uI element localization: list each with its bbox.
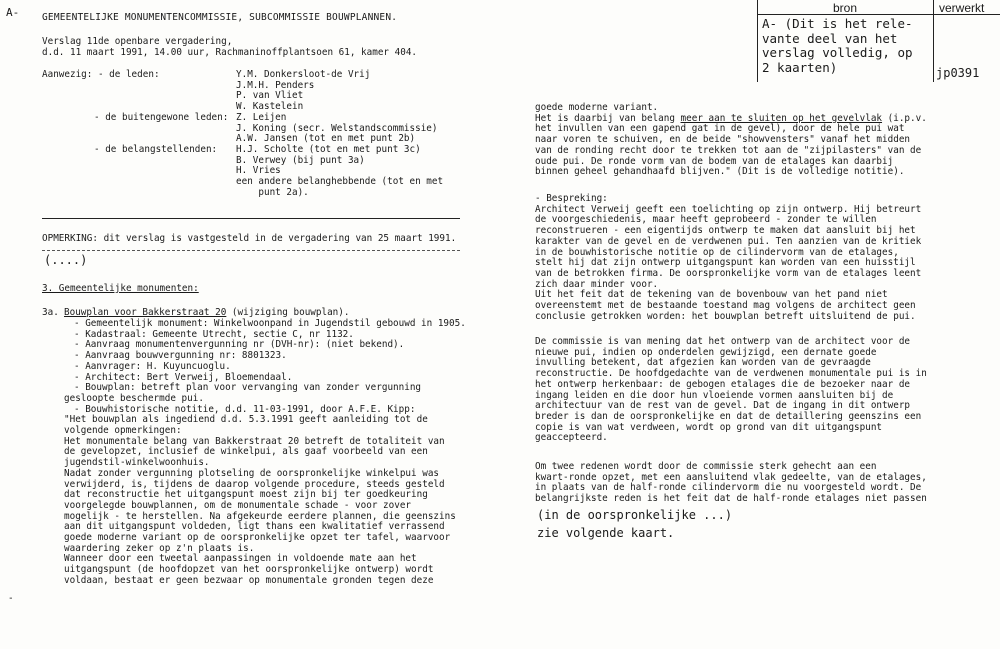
document-header: GEMEENTELIJKE MONUMENTENCOMMISSIE, SUBCOMMISSIE BOUWPLANNEN. bbox=[42, 12, 398, 23]
continuation-line-1: (in de oorspronkelijke ...) bbox=[537, 508, 733, 522]
underlined-phrase: meer aan te sluiten op het gevelvlak bbox=[680, 112, 883, 124]
item-number: 3a. bbox=[42, 307, 59, 318]
source-note: A- (Dit is het rele- vante deel van het verslag volledig, op 2 kaarten) bbox=[762, 16, 913, 75]
item-title-underlined: Bouwplan voor Bakkerstraat 20 bbox=[64, 307, 227, 318]
right-body-redenen: Om twee redenen wordt door de commissie sterk gehecht aan een kwart-ronde opzet, met een aansluitend vlak gedeelte, van de etalages, in plaats van de half-ronde cilindervorm die nu voorgesteld wordt. De belangrijkste reden is het feit dat de half-ronde etalages niet passen bbox=[535, 461, 927, 505]
archive-code: jp0391 bbox=[936, 66, 980, 80]
attendance-members: Y.M. Donkersloot-de Vrij J.M.H. Penders P. van Vliet W. Kastelein Z. Leijen J. Koning (secr. Welstandscommissie) A.W. Jansen (tot en met punt 2b) H.J. Scholte (tot en met punt 3c) B. Verwey (bij punt 3a) H. Vries een andere belanghebbende (tot en met punt 2a). bbox=[236, 69, 444, 198]
attendance-interested-label: - de belangstellenden: bbox=[94, 143, 218, 155]
table-border-left bbox=[757, 0, 758, 82]
left-body: - Gemeentelijk monument: Winkelwoonpand in Jugendstil gebouwd in 1905. - Kadastraal: Gemeente Utrecht, sectie C, nr 1132. - Aanvraag monumentenvergunning nr (DVH-nr): (niet bekend). - Aanvraag bouwvergunning nr: 8801323. - Aanvrager: H. Kuyuncuoglu. - Architect: Bert Verweij, Bloemendaal. - Bouwplan: betreft plan voor vervanging van zonder vergunning gesloopte beschermde pui. - Bouwhistorische notitie, d.d. 11-03-1991, door A.F.E. Kipp: "Het bouwplan als ingediend d.d. 5.3.1991 geeft aanleiding tot de volgende opmerkingen: Het monumentale belang van Bakkerstraat 20 betreft de totaliteit van de gevelopzet, inclusief de winkelpui, als gaaf voorbeeld van een jugendstil-winkelwoonhuis. Nadat zonder vergunning plotseling de oorspronkelijke winkelpui was verwijderd, is, tijdens de daarop volgende procedure, steeds gesteld dat reconstructie het uitgangspunt moest zijn bij ter goedkeuring voorgelegde bouwplannen, om de monumentale schade - voor zover mogelijk - te herstellen. Na afgekeurde eerdere plannen, die geenszins aan dit uitgangspunt voldeden, ligt thans een kwalitatief verrassend goede moderne variant op de oorspronkelijke opzet ter tafel, waarvoor waardering zeker op z'n plaats is. Wanneer door een tweetal aanpassingen in voldoende mate aan het uitgangspunt (de hoofdopzet van het oorspronkelijke ontwerp) wordt voldaan, bestaat er geen bezwaar op monumentale gronden tegen deze bbox=[64, 318, 466, 586]
separator-line bbox=[42, 218, 460, 219]
right-body-notitie-end: goede moderne variant. Het is daarbij van belang meer aan te sluiten op het gevelvlak (i.p.v. het invullen van een gapend gat in de gevel), door de hele pui wat naar voren te schuiven, en de beide "showvensters" vanaf het midden van de ronding recht door te trekken tot aan de "zijpilasters" van de oude pui. De ronde vorm van de bodem van de etalages kan daarbij binnen geheel gehandhaafd blijven." (Dit is de volledige notitie). bbox=[535, 102, 927, 178]
meeting-date: d.d. 11 maart 1991, 14.00 uur, Rachmaninoffplantsoen 61, kamer 404. bbox=[42, 47, 418, 58]
meeting-title: Verslag 11de openbare vergadering, bbox=[42, 36, 233, 47]
bottom-mark: - bbox=[8, 593, 14, 604]
remark: OPMERKING: dit verslag is vastgesteld in de vergadering van 25 maart 1991. bbox=[42, 233, 457, 244]
right-body-bespreking: - Bespreking: Architect Verweij geeft een toelichting op zijn ontwerp. Hij betreurt de voorgeschiedenis, maar heeft geprobeerd - zonder te willen reconstrueren - een eigentijds ontwerp te maken dat aansluit bij het karakter van de gevel en de verdwenen pui. Ten aanzien van de kritiek in de bouwhistorische notitie op de cilindervorm van de etalages, stelt hij dat zijn ontwerp uitgangspunt kan worden van een huisstijl van de betrokken firma. De oorspronkelijke vorm van de etalages leent zich daar minder voor. Uit het feit dat de tekening van de bovenbouw van het pand niet overeenstemt met de bestaande toestand mag volgens de architect geen conclusie getrokken worden: het bouwplan betreft uitsluitend de pui. bbox=[535, 193, 922, 322]
section-title: 3. Gemeentelijke monumenten: bbox=[42, 283, 199, 294]
processed-header: verwerkt bbox=[939, 1, 985, 15]
attendance-members-label: Aanwezig: - de leden: bbox=[42, 69, 160, 80]
corner-mark: A- bbox=[6, 6, 20, 19]
attendance-extraordinary-label: - de buitengewone leden: bbox=[94, 111, 229, 123]
table-divider bbox=[933, 0, 934, 82]
separator-dashed bbox=[42, 250, 460, 251]
ellipsis-handwritten: (....) bbox=[44, 253, 88, 267]
item-title-suffix: (wijziging bouwplan). bbox=[226, 307, 350, 318]
right-body-commissie: De commissie is van mening dat het ontwerp van de architect voor de nieuwe pui, indien op onderdelen gewijzigd, een dernate goede invulling betekent, dat afgezien kan worden van de gevraagde reconstructie. De hoofdgedachte van de verdwenen monumentale pui is in het ontwerp herkenbaar: de gebogen etalages die de bezoeker naar de ingang leiden en die door hun vloeiende vormen aansluiten bij de architectuur van de rest van de gevel. Dat de ingang in dit ontwerp breder is dan de oorspronkelijke en dat de detaillering geenszins een copie is van wat verdween, wordt op grond van dit uitgangspunt geaccepteerd. bbox=[535, 336, 927, 444]
source-header: bron bbox=[833, 1, 858, 15]
continuation-line-2: zie volgende kaart. bbox=[537, 526, 675, 540]
